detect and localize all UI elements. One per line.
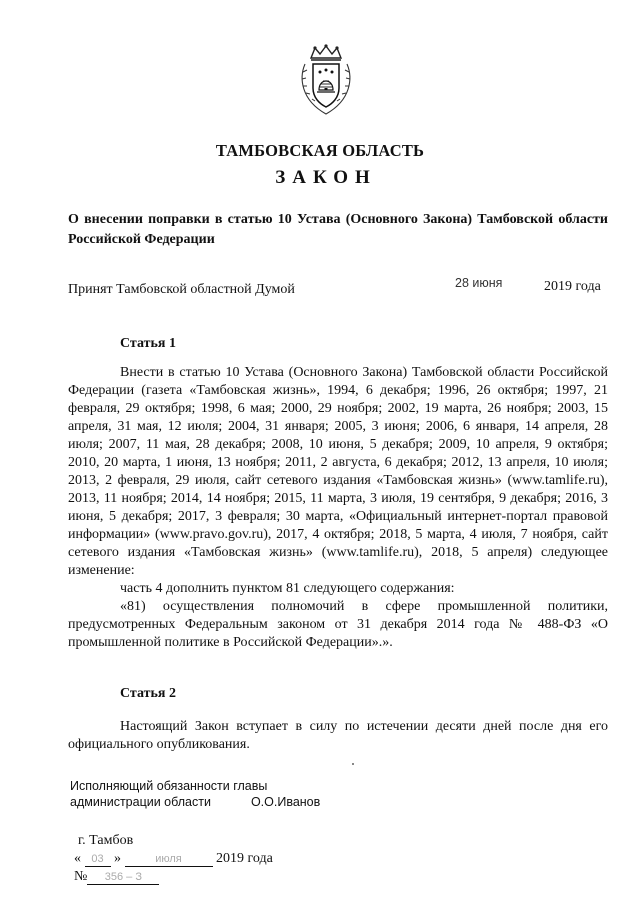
scan-speck [352,763,354,765]
signatory-title-line-2 [70,794,320,810]
article-1-paragraph: Внести в статью 10 Устава (Основного Закона) Тамбовской области Российской Федерации (газета «Тамбовская жизнь», 1994, 6 декабря; 1996, 26 октября; 1997, 21 февраля, 29 октября; 1998, 6 мая; 2000, 29 ноября; 2002, 19 марта, 26 ноября; 2003, 15 апреля, 31 мая, 12 июля; 2004, 31 января; 2005, 3 июня; 2006, 6 января, 14 апреля, 28 июля; 2007, 11 мая, 28 декабря; 2008, 10 июня, 5 декабря; 2009, 10 апреля, 9 октября; 2010, 20 марта, 1 июня, 13 ноября; 2011, 2 августа, 6 декабря; 2012, 13 апреля, 10 июля; 2013, 2 февраля, 29 июля, сайт сетевого издания «Тамбовская жизнь» (www.tamlife.ru), 2013, 11 ноября; 2014, 14 ноября; 2015, 11 марта, 3 июля, 19 сентября, 9 декабря; 2016, 3 июня, 5 декабря; 2017, 3 февраля; 30 марта, «Официальный интернет-портал правовой информации» (www.pravo.gov.ru), 2017, 4 октября; 2018, 5 марта, 4 июля, 7 ноября, сайт сетевого издания «Тамбовская жизнь» (www.tamlife.ru), 2018, 5 апреля) следующее изменение: [68,365,608,578]
signing-day: 03 [85,852,111,867]
date-quote-open: « [74,851,81,866]
law-number-line [74,869,159,885]
region-title: ТАМБОВСКАЯ ОБЛАСТЬ [215,141,425,160]
law-number: 356 – З [87,870,159,885]
article-1-heading: Статья 1 [120,336,176,351]
article-2-paragraph: Настоящий Закон вступает в силу по истечении десяти дней после дня его официального опубликования. [68,719,608,752]
article-2-heading: Статья 2 [120,686,176,701]
tambov-coat-of-arms-icon [297,44,355,116]
number-label: № [74,869,88,884]
article-2-body [68,718,608,754]
adoption-statement: Принят Тамбовской областной Думой [68,282,295,297]
signing-year: 2019 года [216,851,273,866]
signatory-title-line-1: Исполняющий обязанности главы [70,779,268,793]
adoption-date-stamp: 28 июня [455,276,503,290]
city-label: г. Тамбов [78,833,134,848]
article-1-paragraph: «81) осуществления полномочий в сфере промышленной политики, предусмотренных Федеральным законом от 31 декабря 2014 года № 488-ФЗ «О промышленной политике в Российской Федерации».». [68,599,608,650]
article-1-paragraph: часть 4 дополнить пунктом 81 следующего содержания: [120,581,455,596]
date-quote-close: » [114,851,121,866]
signature-block [70,778,320,810]
adoption-year: 2019 года [544,279,601,294]
signing-month: июля [125,852,213,867]
signatory-position: администрации области [70,795,211,809]
signing-date-line [74,851,273,867]
law-subject: О внесении поправки в статью 10 Устава (Основного Закона) Тамбовской области Российской Федерации [68,212,608,247]
signatory-name: О.О.Иванов [250,795,321,809]
article-1-body [68,364,608,652]
document-type-title: ЗАКОН [275,167,377,188]
